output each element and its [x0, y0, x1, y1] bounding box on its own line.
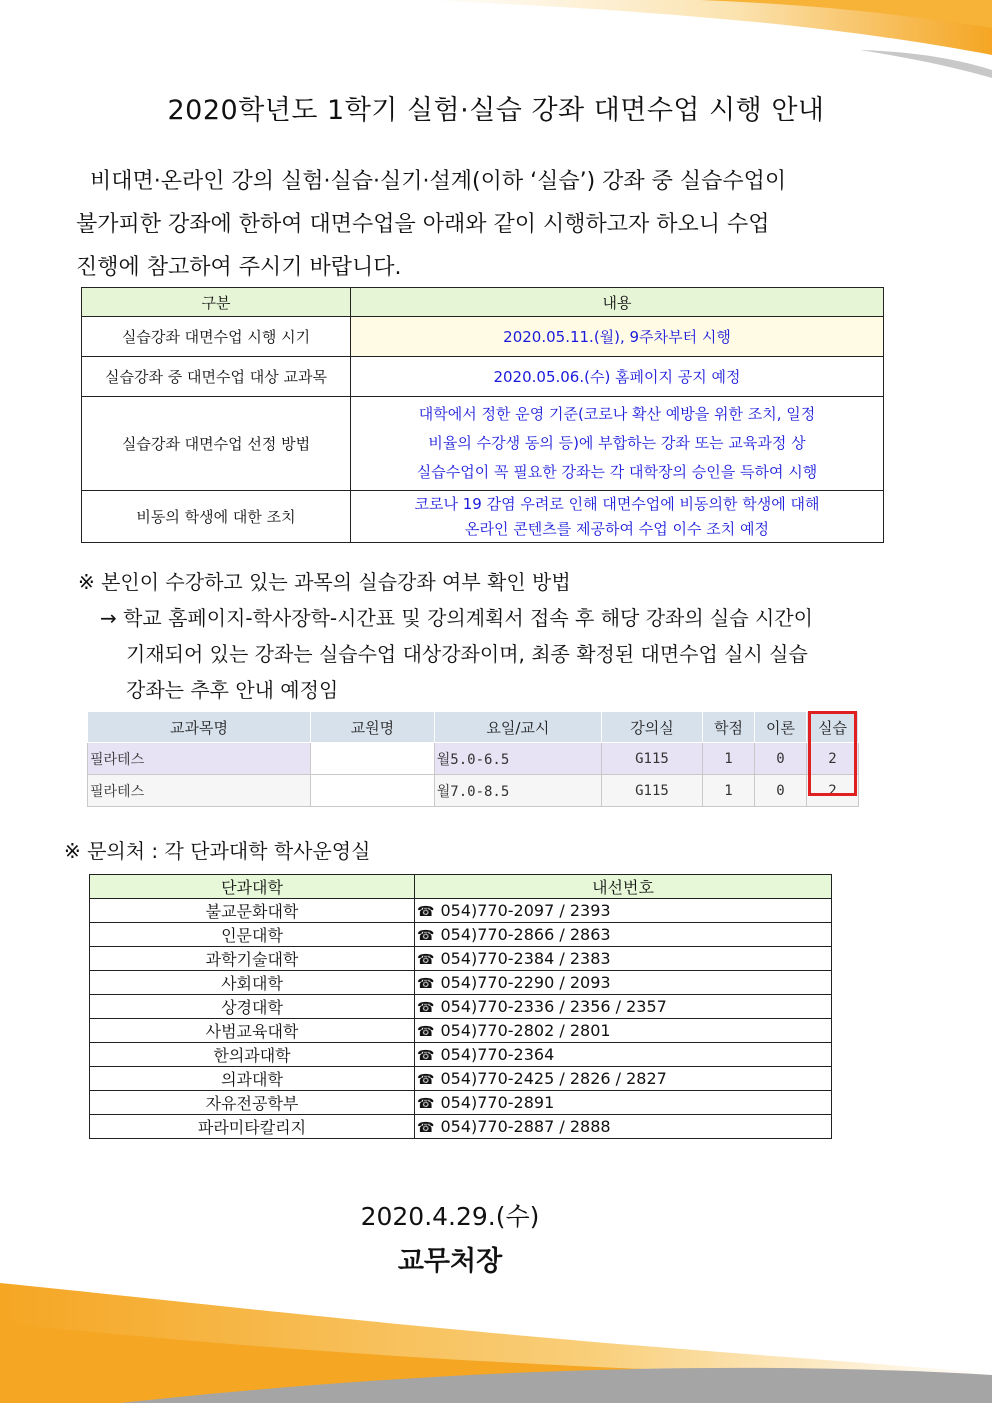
theory-hours: 0: [755, 775, 807, 807]
check-method-steps: [100, 600, 813, 708]
extension-number: 054)770-2802 / 2801: [440, 1021, 611, 1040]
intro-line: 불가피한 강좌에 한하여 대면수업을 아래와 같이 시행하고자 하오니 수업: [76, 212, 770, 237]
info-label: 실습강좌 중 대면수업 대상 교과목: [82, 357, 351, 397]
phone-icon: ☎: [417, 904, 435, 920]
header-credits: 학점: [703, 712, 755, 743]
college-name: 사회대학: [90, 971, 415, 995]
check-method-heading: ※ 본인이 수강하고 있는 과목의 실습강좌 여부 확인 방법: [78, 570, 571, 594]
phone-icon: ☎: [417, 1024, 435, 1040]
table-row: [90, 995, 832, 1019]
table-row: [90, 899, 832, 923]
phone-icon: ☎: [417, 952, 435, 968]
info-label: 실습강좌 대면수업 시행 시기: [82, 317, 351, 357]
room: G115: [601, 775, 702, 807]
extension-cell: [415, 923, 832, 947]
extension-cell: [415, 995, 832, 1019]
college-name: 의과대학: [90, 1067, 415, 1091]
table-row: [90, 1043, 832, 1067]
header-category: 구분: [82, 288, 351, 317]
college-name: 자유전공학부: [90, 1091, 415, 1115]
header-extension: 내선번호: [415, 875, 832, 899]
table-row: [90, 1067, 832, 1091]
table-row: [90, 971, 832, 995]
college-name: 파라미타칼리지: [90, 1115, 415, 1139]
phone-icon: ☎: [417, 1048, 435, 1064]
extension-cell: [415, 1115, 832, 1139]
header-instructor: 교원명: [310, 712, 434, 743]
header-practice: 실습: [806, 712, 858, 743]
extension-number: 054)770-2290 / 2093: [440, 973, 611, 992]
extension-number: 054)770-2364: [440, 1045, 555, 1064]
extension-cell: [415, 971, 832, 995]
practice-hours: 2: [806, 775, 858, 807]
header-room: 강의실: [601, 712, 702, 743]
info-value: 2020.05.06.(수) 홈페이지 공지 예정: [351, 357, 884, 397]
check-method-line: → 학교 홈페이지-학사장학-시간표 및 강의계획서 접속 후 해당 강좌의 실습 시간이: [100, 606, 814, 630]
info-row: [82, 357, 884, 397]
practice-column-highlight: [808, 711, 857, 796]
info-table: [81, 287, 884, 543]
extension-cell: [415, 899, 832, 923]
extension-cell: [415, 1043, 832, 1067]
intro-paragraph: [76, 160, 856, 289]
info-row: [82, 397, 884, 491]
table-row: [90, 947, 832, 971]
table-row: [88, 775, 859, 807]
course-example-table: [87, 711, 859, 807]
credits: 1: [703, 775, 755, 807]
info-value-line: 대학에서 정한 운영 기준(코로나 확산 예방을 위한 조치, 일정: [418, 405, 816, 423]
practice-hours: 2: [806, 743, 858, 775]
phone-icon: ☎: [417, 928, 435, 944]
check-method-line: 강좌는 추후 안내 예정임: [126, 678, 339, 702]
info-value-line: 비율의 수강생 동의 등)에 부합하는 강좌 또는 교육과정 상: [428, 434, 806, 452]
intro-line: 진행에 참고하여 주시기 바랍니다.: [76, 255, 402, 280]
extension-number: 054)770-2425 / 2826 / 2827: [440, 1069, 667, 1088]
info-row: [82, 491, 884, 543]
college-name: 불교문화대학: [90, 899, 415, 923]
college-name: 상경대학: [90, 995, 415, 1019]
extension-number: 054)770-2336 / 2356 / 2357: [440, 997, 667, 1016]
info-value: 2020.05.11.(월), 9주차부터 시행: [351, 317, 884, 357]
bottom-decoration: [0, 1263, 992, 1403]
top-decoration: [0, 0, 992, 80]
extension-cell: [415, 947, 832, 971]
table-row: [90, 923, 832, 947]
info-row: [82, 317, 884, 357]
info-value-line: 코로나 19 감염 우려로 인해 대면수업에 비동의한 학생에 대해: [414, 494, 820, 513]
college-name: 과학기술대학: [90, 947, 415, 971]
phone-icon: ☎: [417, 1096, 435, 1112]
table-row: [90, 1115, 832, 1139]
extension-cell: [415, 1067, 832, 1091]
document-title: 2020학년도 1학기 실험·실습 강좌 대면수업 시행 안내: [167, 95, 825, 126]
check-method-line: 기재되어 있는 강좌는 실습수업 대상강좌이며, 최종 확정된 대면수업 실시 실습: [126, 642, 808, 666]
issue-date: 2020.4.29.(수): [360, 1202, 540, 1231]
room: G115: [601, 743, 702, 775]
header-college: 단과대학: [90, 875, 415, 899]
contact-table: [89, 874, 832, 1139]
college-name: 한의과대학: [90, 1043, 415, 1067]
info-value: [351, 491, 884, 543]
course-name: 필라테스: [88, 743, 311, 775]
extension-number: 054)770-2384 / 2383: [440, 949, 611, 968]
table-row: [90, 1091, 832, 1115]
instructor-name: [310, 775, 434, 807]
phone-icon: ☎: [417, 1120, 435, 1136]
instructor-name: [310, 743, 434, 775]
extension-number: 054)770-2097 / 2393: [440, 901, 611, 920]
table-row: [88, 743, 859, 775]
day-period: 월7.0-8.5: [434, 775, 601, 807]
day-period: 월5.0-6.5: [434, 743, 601, 775]
credits: 1: [703, 743, 755, 775]
info-table-header: [82, 288, 884, 317]
course-table-header: [88, 712, 859, 743]
phone-icon: ☎: [417, 976, 435, 992]
signature: 교무처장: [397, 1246, 503, 1277]
info-label: 비동의 학생에 대한 조치: [82, 491, 351, 543]
extension-number: 054)770-2891: [440, 1093, 555, 1112]
course-name: 필라테스: [88, 775, 311, 807]
header-content: 내용: [351, 288, 884, 317]
header-theory: 이론: [755, 712, 807, 743]
phone-icon: ☎: [417, 1072, 435, 1088]
theory-hours: 0: [755, 743, 807, 775]
extension-cell: [415, 1019, 832, 1043]
info-value: [351, 397, 884, 491]
info-value-line: 실습수업이 꼭 필요한 강좌는 각 대학장의 승인을 득하여 시행: [416, 463, 818, 481]
extension-number: 054)770-2887 / 2888: [440, 1117, 611, 1136]
college-name: 사범교육대학: [90, 1019, 415, 1043]
college-name: 인문대학: [90, 923, 415, 947]
contact-heading: ※ 문의처 : 각 단과대학 학사운영실: [64, 839, 371, 863]
header-day-period: 요일/교시: [434, 712, 601, 743]
info-value-line: 온라인 콘텐츠를 제공하여 수업 이수 조치 예정: [465, 519, 769, 538]
info-label: 실습강좌 대면수업 선정 방법: [82, 397, 351, 491]
header-course-name: 교과목명: [88, 712, 311, 743]
intro-line: 비대면·온라인 강의 실험·실습·실기·설계(이하 ‘실습’) 강좌 중 실습수업이: [90, 169, 787, 194]
contact-table-header: [90, 875, 832, 899]
extension-cell: [415, 1091, 832, 1115]
phone-icon: ☎: [417, 1000, 435, 1016]
extension-number: 054)770-2866 / 2863: [440, 925, 611, 944]
table-row: [90, 1019, 832, 1043]
